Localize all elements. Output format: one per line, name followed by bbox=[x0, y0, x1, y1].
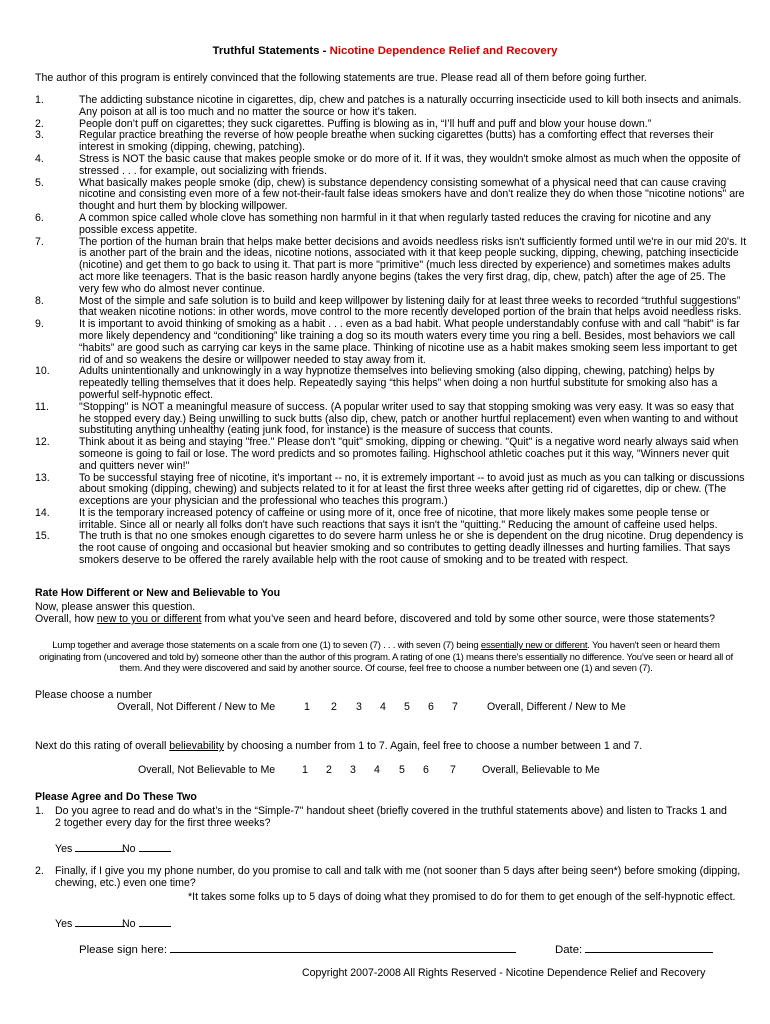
copyright-notice: Copyright 2007-2008 All Rights Reserved - Nicotine Dependence Relief and Recovery bbox=[302, 967, 706, 979]
scale2-low-label: Overall, Not Believable to Me bbox=[138, 764, 276, 776]
rate-line2 bbox=[35, 614, 755, 626]
scale2-option-3[interactable]: 3 bbox=[350, 764, 356, 776]
signature-label: Please sign here: bbox=[79, 944, 168, 956]
statement-number: 15. bbox=[35, 530, 50, 543]
statement-number: 9. bbox=[35, 318, 44, 331]
scale1-low-label: Overall, Not Different / New to Me bbox=[117, 701, 276, 713]
rate-heading: Rate How Different or New and Believable to You bbox=[35, 587, 281, 599]
statement-text: Stress is NOT the basic cause that makes people smoke or do more of it. If it was, they wouldn't smoke almost as much when the opposite of stressed . . . for example, out socializing with friends. bbox=[79, 152, 741, 177]
q2-yes-blank[interactable] bbox=[75, 917, 125, 927]
statement-text: The addicting substance nicotine in cigarettes, dip, chew and patches is a naturally occurring insecticide used to kill both insects and animals. Any poison at all is too much and no matter the source or how it’s taken. bbox=[79, 94, 742, 118]
statement-text: Think about it as being and staying "free." Please don't "quit" smoking, dipping or chewing. "Quit" is a negative word nearly always said when someone is going to fail or lose. The word predicts and so promotes failing. Highschool athletic coaches put it this way, "Winners never quit and quitters never win!" bbox=[79, 436, 739, 472]
statement-number: 6. bbox=[35, 211, 44, 224]
statement-item bbox=[35, 437, 747, 472]
note-b: . You haven't seen or heard them originating from (uncovered and told by) someone other than the author of this program. A rating of one (1) means there’s essentially no difference. You’ve seen or heard all of them. And they were discovered and said by another source. Of course, feel free to choose a number between one (1) and seven (7). bbox=[39, 640, 733, 675]
q1-no-label: No bbox=[122, 843, 136, 855]
next-a: Next do this rating of overall bbox=[35, 740, 170, 752]
statement-item bbox=[35, 366, 747, 401]
q2-yes-label: Yes bbox=[55, 918, 73, 930]
question-1-text: Do you agree to read and do what’s in the “Simple-7" handout sheet (briefly covered in the truthful statements above) and listen to Tracks 1 and 2 together every day for the first three weeks? bbox=[55, 805, 727, 829]
rating-instructions bbox=[36, 640, 736, 675]
title-prefix: Truthful Statements - bbox=[212, 45, 330, 57]
statement-item bbox=[35, 473, 747, 508]
statement-text: The truth is that no one smokes enough cigarettes to do severe harm unless he or she is dependent on the drug nicotine. Drug dependency is the root cause of ongoing and occasional but heavier smoking and so contributes to getting deadly illnesses and hurting families. That says smokers deserve to be offered the rarely available help with the root cause of smoking and to be treated with respect. bbox=[79, 530, 744, 567]
q1-yes-label: Yes bbox=[55, 843, 73, 855]
q2-no-label: No bbox=[122, 918, 136, 930]
question-2-number: 2. bbox=[35, 865, 44, 877]
statement-item bbox=[35, 178, 747, 213]
statements-list bbox=[35, 95, 747, 567]
scale1-option-4[interactable]: 4 bbox=[380, 701, 386, 713]
statement-item bbox=[35, 154, 747, 178]
statement-item bbox=[35, 402, 747, 437]
statement-number: 14. bbox=[35, 506, 50, 519]
question-1 bbox=[35, 806, 735, 830]
believability-instructions bbox=[35, 741, 642, 753]
statement-number: 2. bbox=[35, 117, 44, 130]
scale2-option-5[interactable]: 5 bbox=[399, 764, 405, 776]
statement-item bbox=[35, 213, 747, 237]
scale2-option-2[interactable]: 2 bbox=[326, 764, 332, 776]
statement-text: Regular practice breathing the reverse of how people breathe when sucking cigarettes (butts) has a comforting effect that reverses their interest in smoking (dipping, chewing, patching). bbox=[79, 129, 714, 154]
rate-line2-a: Overall, how bbox=[35, 613, 97, 625]
question-2 bbox=[35, 866, 755, 890]
statement-item bbox=[35, 130, 747, 154]
statement-text: The portion of the human brain that helps make better decisions and avoids needless risks isn't sufficiently formed until we're in our mid 20's. It is another part of the brain and the ideas, nicotine notions, associated with it that keep people sucking, dipping, chewing, patching insecticide (nicotine) and get them to go back to using it. That part is more "primitive" (much less directed by experience) and sometimes makes adults act more like teenagers. That is the basic reason hardly anyone begins (takes the very first drag, dip, chew, patch) after the age of 25. The very few who do almost never continue. bbox=[79, 235, 747, 295]
scale2-option-4[interactable]: 4 bbox=[374, 764, 380, 776]
q1-yes-blank[interactable] bbox=[75, 842, 125, 852]
next-b: by choosing a number from 1 to 7. Again, feel free to choose a number between 1 and 7. bbox=[224, 740, 643, 752]
scale2-option-7[interactable]: 7 bbox=[450, 764, 456, 776]
statement-number: 7. bbox=[35, 235, 44, 248]
statement-text: It is important to avoid thinking of smoking as a habit . . . even as a bad habit. What people understandably confuse with and call "habit" is far more likely dependency and “conditioning” like training a dog so its mouth waters every time you ring a bell. Besides, most behaviors we call “habits” are good such as carrying car keys in the same place. Thinking of nicotine use as a habit makes smoking seem less important to get rid of and so weakens the desire or willpower needed to stay away from it. bbox=[79, 318, 740, 366]
document-title bbox=[0, 46, 770, 58]
statement-number: 1. bbox=[35, 94, 44, 106]
date-field[interactable] bbox=[555, 943, 713, 957]
question-2-text: Finally, if I give you my phone number, do you promise to call and talk with me (not sooner than 5 days after being seen*) before smoking (dipping, chewing, etc.) even one time? bbox=[55, 865, 741, 889]
scale1-option-6[interactable]: 6 bbox=[428, 701, 434, 713]
signature-field[interactable] bbox=[79, 943, 516, 957]
statement-number: 4. bbox=[35, 152, 44, 165]
rate-line2-b: from what you’ve seen and heard before, discovered and told by some other source, were those statements? bbox=[201, 613, 715, 625]
statement-item bbox=[35, 508, 747, 532]
statement-text: What basically makes people smoke (dip, chew) is substance dependency consisting somewhat of a physical need that can cause craving nicotine and consisting even more of a few not-their-fault false ideas smokers have and don't realize they do when those "nicotine notions" are thought and hurt them by blocking willpower. bbox=[79, 176, 745, 213]
statement-text: A common spice called whole clove has something non harmful in it that when regularly tasted reduces the craving for nicotine and any possible excess appetite. bbox=[79, 211, 711, 236]
intro-paragraph: The author of this program is entirely convinced that the following statements are true. Please read all of them before going further. bbox=[35, 72, 647, 84]
question-1-number: 1. bbox=[35, 805, 44, 817]
statement-text: It is the temporary increased potency of caffeine or using more of it, once free of nicotine, that more likely makes some people tense or irritable. Since all or nearly all folks don't have such reactions that says it isn't the "quitting." Reducing the amount of caffeine used helps. bbox=[79, 506, 718, 531]
statement-number: 13. bbox=[35, 471, 50, 484]
note-underlined: essentially new or different bbox=[480, 640, 588, 651]
scale1-option-7[interactable]: 7 bbox=[452, 701, 458, 713]
scale2-option-1[interactable]: 1 bbox=[302, 764, 308, 776]
statement-item bbox=[35, 237, 747, 296]
statement-number: 12. bbox=[35, 436, 50, 449]
rate-line2-underlined: new to you or different bbox=[96, 613, 202, 625]
statement-item bbox=[35, 531, 747, 566]
statement-item bbox=[35, 296, 747, 320]
title-highlight: Nicotine Dependence Relief and Recovery bbox=[329, 45, 558, 57]
statement-number: 5. bbox=[35, 176, 44, 189]
scale1-option-5[interactable]: 5 bbox=[404, 701, 410, 713]
signature-line[interactable] bbox=[170, 943, 516, 953]
statement-item bbox=[35, 95, 747, 119]
next-underlined: believability bbox=[169, 740, 225, 752]
choose-number-label: Please choose a number bbox=[35, 689, 153, 701]
statement-text: To be successful staying free of nicotine, it's important -- no, it is extremely important -- to avoid just as much as you can talking or discussions about smoking (dipping, chewing) and subjects related to it for at least the first three weeks after getting rid of cigarettes, dip or chew. (The exceptions are your physician and the professional who teaches this program.) bbox=[79, 471, 745, 508]
q1-no-blank[interactable] bbox=[139, 842, 171, 852]
scale1-option-2[interactable]: 2 bbox=[331, 701, 337, 713]
scale1-high-label: Overall, Different / New to Me bbox=[487, 701, 626, 713]
footnote: *It takes some folks up to 5 days of doing what they promised to do for them to get enough of the self-hypnotic effect. bbox=[188, 891, 736, 903]
statement-text: Adults unintentionally and unknowingly in a way hypnotize themselves into believing smoking (also dipping, chewing, patching) helps by repeatedly telling themselves that it does help. Repeatedly saying “this helps” when doing a non hurtful substitute for smoking also has a powerful self-hypnotic effect. bbox=[79, 365, 718, 401]
statement-text: Most of the simple and safe solution is to build and keep willpower by listening daily for at least three weeks to recorded “truthful suggestions” that weaken nicotine notions: in other words, move control to the more recently developed portion of the brain that helps avoid needless risks. bbox=[79, 294, 742, 319]
q2-yes-field[interactable] bbox=[55, 917, 125, 931]
q1-yes-field[interactable] bbox=[55, 842, 125, 856]
statement-text: "Stopping" is NOT a meaningful measure of success. (A popular writer used to say that stopping smoking was very easy. It was so easy that he stopped every day.) Being unwilling to suck butts (also dip, chew, patch or another hurtful replacement) even when wanting to and without substituting anything unhealthy (eating junk food, for instance) is the measure of success that counts. bbox=[79, 400, 738, 437]
date-label: Date: bbox=[555, 944, 583, 956]
statement-item bbox=[35, 319, 747, 366]
scale2-high-label: Overall, Believable to Me bbox=[482, 764, 600, 776]
statement-text: People don’t puff on cigarettes; they suck cigarettes. Puffing is blowing as in, “I’ll huff and puff and blow your house down.” bbox=[79, 117, 652, 130]
statement-number: 11. bbox=[35, 400, 49, 413]
rate-line1: Now, please answer this question. bbox=[35, 601, 196, 613]
scale1-option-3[interactable]: 3 bbox=[356, 701, 362, 713]
q2-no-field[interactable] bbox=[122, 917, 171, 931]
statement-number: 8. bbox=[35, 294, 44, 307]
statement-number: 3. bbox=[35, 129, 44, 142]
q2-no-blank[interactable] bbox=[139, 917, 171, 927]
date-line[interactable] bbox=[585, 943, 713, 953]
statement-number: 10. bbox=[35, 365, 50, 378]
note-a: Lump together and average those statements on a scale from one (1) to seven (7) . . . with seven (7) being bbox=[52, 640, 481, 651]
scale2-option-6[interactable]: 6 bbox=[423, 764, 429, 776]
agree-heading: Please Agree and Do These Two bbox=[35, 791, 197, 803]
q1-no-field[interactable] bbox=[122, 842, 171, 856]
scale1-option-1[interactable]: 1 bbox=[304, 701, 310, 713]
